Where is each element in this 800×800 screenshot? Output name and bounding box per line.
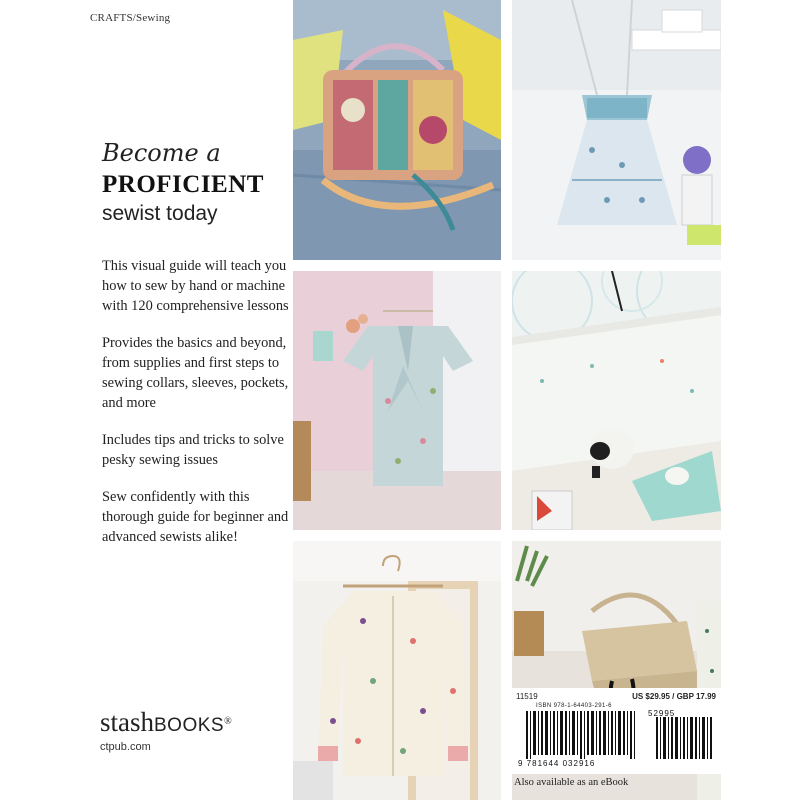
- isbn-text: ISBN 978-1-64403-291-6: [536, 703, 612, 709]
- barcode-digits: [518, 709, 718, 768]
- publisher-logo: [100, 708, 232, 753]
- barcode-block: [512, 688, 721, 774]
- photo-button-shirt: [293, 541, 501, 800]
- description-paragraph: This visual guide will teach you how to sew by hand or machine with 120 comprehensive lessons: [102, 258, 289, 314]
- product-number: 11519: [516, 692, 538, 701]
- description-list: [102, 256, 290, 564]
- publisher-name-part2: BOOKS: [154, 715, 225, 736]
- headline: [102, 138, 292, 228]
- barcode-bars: [526, 711, 714, 759]
- photo-crib-bumper: [512, 271, 721, 530]
- publisher-name-part1: stash: [100, 707, 154, 737]
- ean-digits: 9 781644 032916: [518, 759, 596, 768]
- publisher-name: [100, 708, 232, 740]
- addon-digits: 52995: [648, 709, 676, 718]
- description-paragraph: Sew confidently with this thorough guide for beginner and advanced sewists alike!: [102, 489, 289, 545]
- description-paragraph: Provides the basics and beyond, from supplies and first steps to sewing collars, sleeves, pockets, and more: [102, 335, 289, 411]
- photo-smocked-dress: [512, 0, 721, 260]
- registered-mark: ®: [224, 716, 232, 727]
- headline-line-1: Become a: [102, 139, 221, 167]
- headline-line-3: sewist today: [102, 202, 218, 225]
- headline-line-2: PROFICIENT: [102, 171, 264, 198]
- photo-floral-blouse: [293, 271, 501, 530]
- price-label: US $29.95 / GBP 17.99: [632, 692, 716, 701]
- photo-paisley-bag: [293, 0, 501, 260]
- ebook-note: Also available as an eBook: [514, 777, 629, 788]
- category-label: CRAFTS/Sewing: [90, 12, 171, 24]
- description-paragraph: Includes tips and tricks to solve pesky sewing issues: [102, 432, 284, 468]
- publisher-url: ctpub.com: [100, 741, 151, 753]
